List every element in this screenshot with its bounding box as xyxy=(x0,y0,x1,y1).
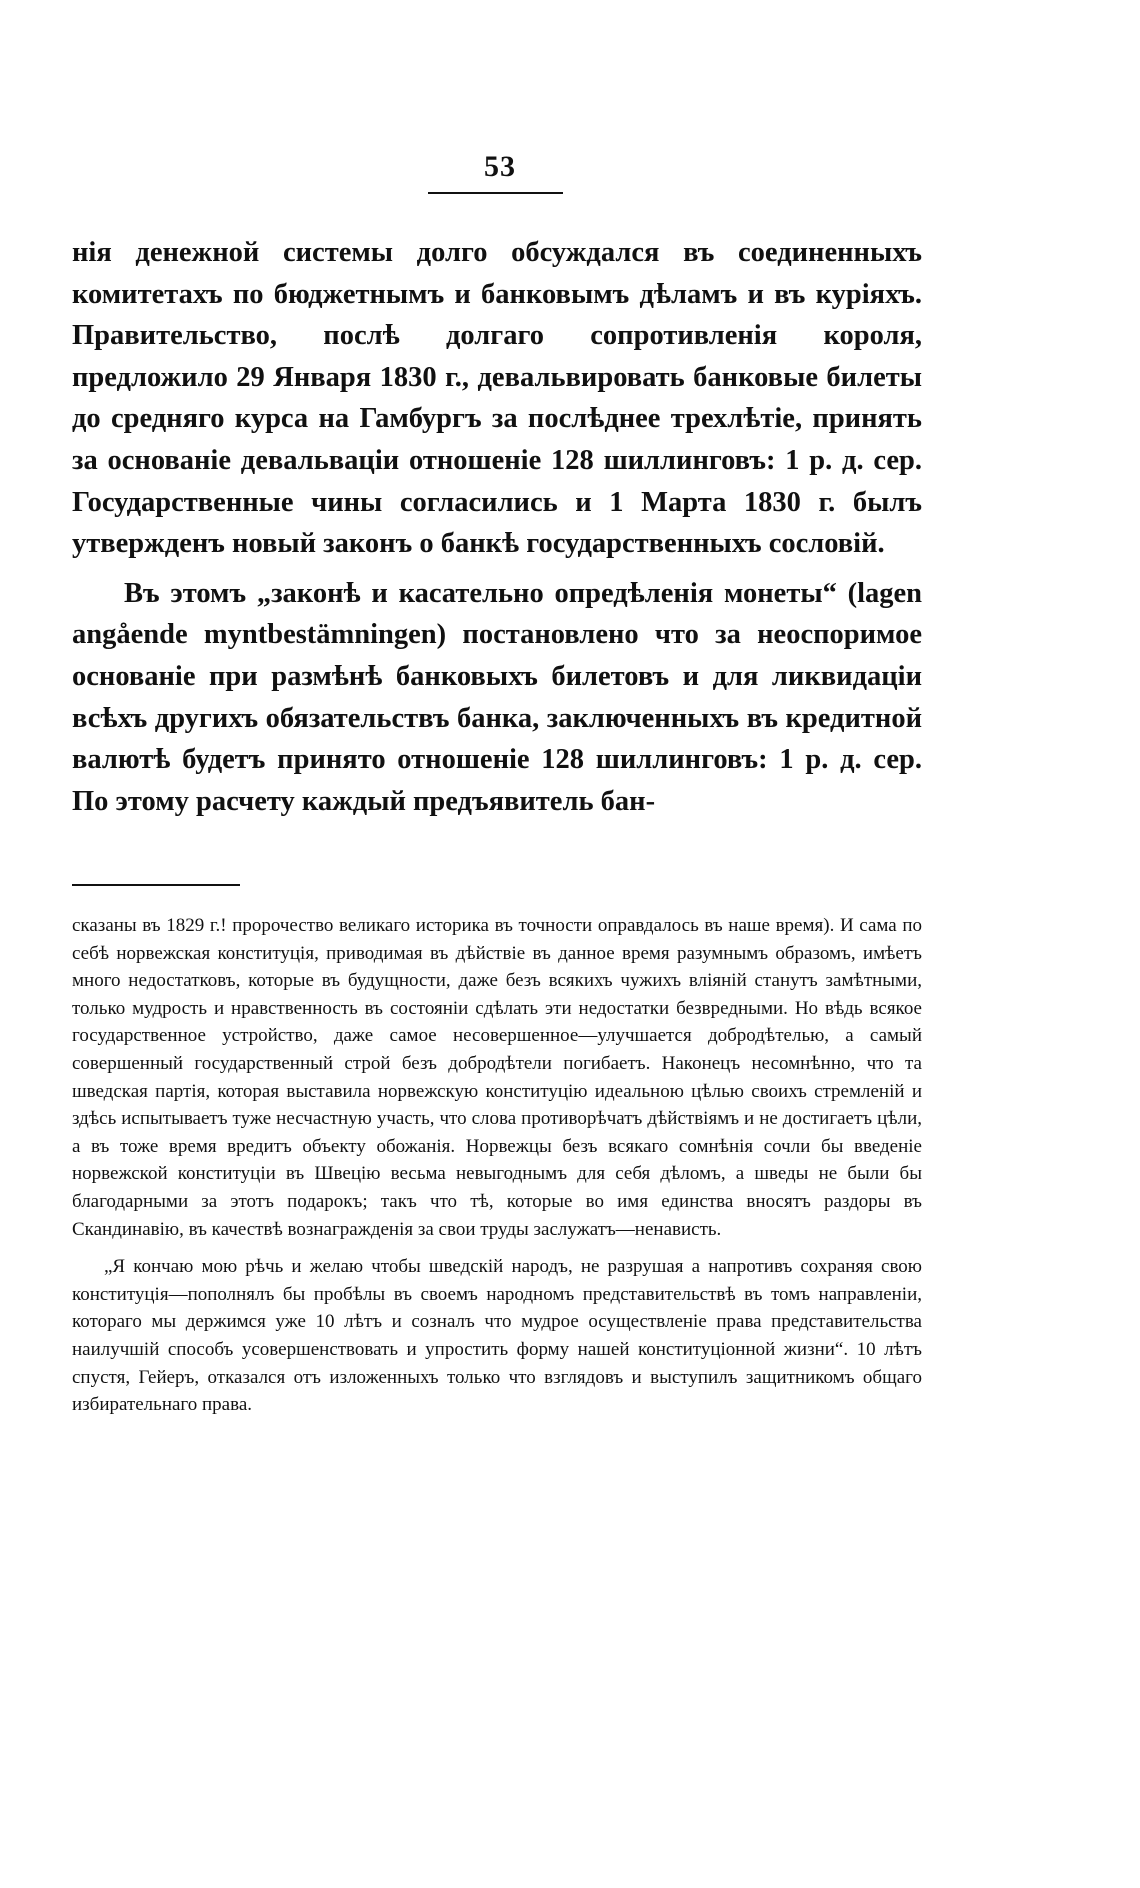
main-paragraph-2: Въ этомъ „законѣ и касательно опредѣленія монеты“ (lagen angående myntbestämningen) постановлено что за неоспоримое основаніе при размѣнѣ банковыхъ билетовъ и для ликвидаціи всѣхъ другихъ обязательствъ банка, заключенныхъ въ кредитной валютѣ будетъ принято отношеніе 128 шиллинговъ: 1 р. д. сер. По этому расчету каждый предъявитель бан- xyxy=(72,577,922,817)
main-text xyxy=(72,232,922,822)
footnote-paragraph-1: сказаны въ 1829 г.! пророчество великаго историка въ точности оправдалось въ наше время). И сама по себѣ норвежская конституція, приводимая въ дѣйствіе въ данное время разумнымъ образомъ, имѣетъ много недостатковъ, которые въ будущности, даже безъ всякихъ чужихъ вліяній станутъ замѣтными, только мудрость и нравственность въ состояніи сдѣлать эти недостатки безвредными. Но вѣдь всякое государственное устройство, даже самое несовершенное—улучшается добродѣтелью, а самый совершенный государственный строй безъ добродѣтели погибаетъ. Наконецъ несомнѣнно, что та шведская партія, которая выставила норвежскую конституцію идеальною цѣлью своихъ стремленій и здѣсь испытываетъ туже несчастную участь, что слова противорѣчатъ дѣйствіямъ и не достигаетъ цѣли, а въ тоже время вредитъ объекту обожанія. Норвежцы безъ всякаго сомнѣнія сочли бы введеніе норвежской конституціи въ Швецію весьма невыгоднымъ для себя дѣломъ, а шведы не были бы благодарными за этотъ подарокъ; такъ что тѣ, которые во имя единства вносятъ раздоры въ Скандинавію, въ качествѣ вознагражденія за свои труды заслужатъ—ненависть. xyxy=(72,915,922,1240)
page-number: 53 xyxy=(484,150,516,183)
footnotes xyxy=(72,912,922,1419)
footnote-rule xyxy=(72,884,240,886)
footnote-paragraph-2: „Я кончаю мою рѣчь и желаю чтобы шведскій народъ, не разрушая а напротивъ сохраняя свою конституція—пополнялъ бы пробѣлы въ своемъ народномъ представительствѣ въ томъ направленіи, котораго мы держимся уже 10 лѣтъ и созналъ что мудрое осуществленіе права представительства наилучшій способъ усовершенствовать и упростить форму нашей конституціонной жизни“. 10 лѣтъ спустя, Гейеръ, отказался отъ изложенныхъ только что взглядовъ и выступилъ защитникомъ общаго избирательнаго права. xyxy=(72,1256,922,1416)
main-paragraph-1: нія денежной системы долго обсуждался въ соединенныхъ комитетахъ по бюджетнымъ и банковымъ дѣламъ и въ куріяхъ. Правительство, послѣ долгаго сопротивленія короля, предложило 29 Января 1830 г., девальвировать банковые билеты до средняго курса на Гамбургъ за послѣднее трехлѣтіе, принять за основаніе девальваціи отношеніе 128 шиллинговъ: 1 р. д. сер. Государственные чины согласились и 1 Марта 1830 г. былъ утвержденъ новый законъ о банкѣ государственныхъ сословій. xyxy=(72,237,922,560)
page-number-rule xyxy=(428,192,563,194)
